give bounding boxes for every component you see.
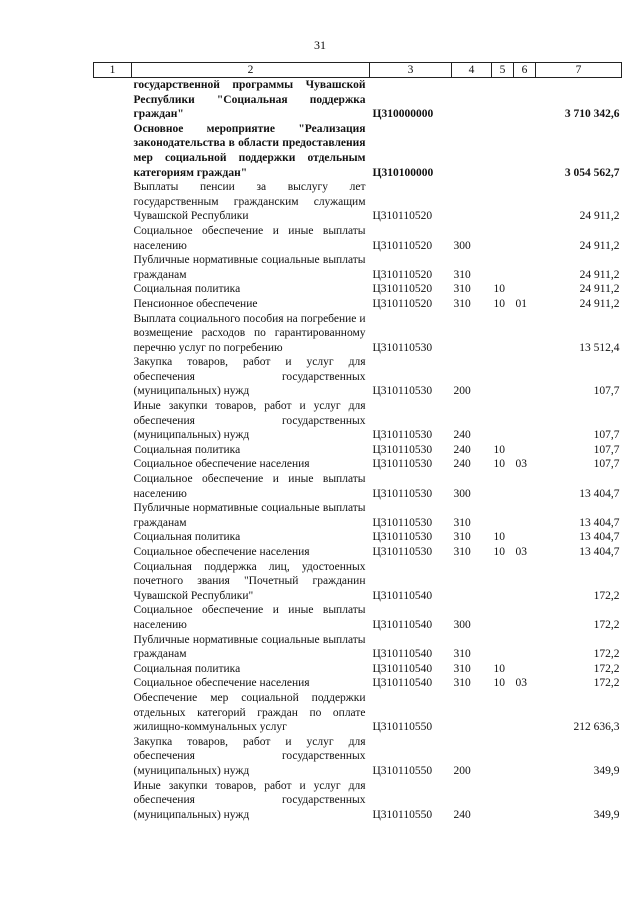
- target-article-code: Ц310110530: [372, 531, 433, 544]
- row-description: государственной программы Чувашской Республики "Социальная поддержка граждан": [133, 79, 366, 121]
- expense-type-code: 310: [453, 283, 471, 296]
- empty-cell: [94, 545, 132, 560]
- table-row: [94, 691, 622, 735]
- row-description: Социальная поддержка лиц, удостоенных почетного звания "Почетный гражданин Чувашской Республики": [133, 560, 366, 602]
- amount: 3 054 562,7: [564, 166, 620, 179]
- empty-cell: [94, 501, 132, 530]
- subsection-code: [514, 501, 536, 530]
- expense-type-code: 300: [453, 487, 471, 500]
- expense-type-code: 240: [453, 429, 471, 442]
- expense-type-code: 310: [453, 662, 471, 675]
- target-article-code: Ц310110540: [372, 589, 433, 602]
- empty-cell: [94, 443, 132, 458]
- row-description: Закупка товаров, работ и услуг для обеспечения государственных (муниципальных) нужд: [133, 356, 366, 398]
- target-article-code: Ц310110520: [372, 283, 433, 296]
- amount: 172,2: [593, 589, 620, 602]
- table-row: [94, 545, 622, 560]
- table-row: [94, 662, 622, 677]
- section-code: [492, 633, 514, 662]
- budget-table: [93, 62, 622, 822]
- table-row: [94, 560, 622, 604]
- amount: 349,9: [593, 764, 620, 777]
- table-row: [94, 633, 622, 662]
- expense-type-code: [452, 691, 492, 735]
- target-article-code: Ц310110550: [372, 764, 433, 777]
- subsection-code: 03: [515, 677, 527, 690]
- target-article-code: Ц310110550: [372, 721, 433, 734]
- section-code: 10: [493, 677, 505, 690]
- row-description: Закупка товаров, работ и услуг для обеспечения государственных (муниципальных) нужд: [133, 735, 366, 777]
- expense-type-code: 310: [453, 516, 471, 529]
- section-code: [492, 122, 514, 180]
- table-row: [94, 779, 622, 823]
- subsection-code: [514, 603, 536, 632]
- row-description: Социальное обеспечение населения: [133, 677, 310, 690]
- subsection-code: [514, 180, 536, 224]
- target-article-code: Ц310110530: [372, 385, 433, 398]
- empty-cell: [94, 297, 132, 312]
- row-description: Иные закупки товаров, работ и услуг для обеспечения государственных (муниципальных) нужд: [133, 779, 366, 821]
- subsection-code: [514, 443, 536, 458]
- row-description: Социальное обеспечение и иные выплаты населению: [133, 604, 366, 631]
- subsection-code: [514, 779, 536, 823]
- subsection-code: [514, 633, 536, 662]
- row-description: Основное мероприятие "Реализация законодательства в области предоставления мер социальной поддержки отдельным категориям граждан": [133, 122, 366, 179]
- target-article-code: Ц310000000: [372, 108, 434, 121]
- col-header: 6: [514, 63, 536, 78]
- empty-cell: [94, 355, 132, 399]
- col-header: 5: [492, 63, 514, 78]
- col-header: 2: [132, 63, 370, 78]
- empty-cell: [94, 78, 132, 122]
- target-article-code: Ц310110540: [372, 662, 433, 675]
- empty-cell: [94, 122, 132, 180]
- section-code: [492, 180, 514, 224]
- empty-cell: [94, 282, 132, 297]
- expense-type-code: 310: [453, 546, 471, 558]
- expense-type-code: [452, 180, 492, 224]
- target-article-code: Ц310110540: [372, 618, 433, 631]
- table-row: [94, 253, 622, 282]
- table-row: [94, 443, 622, 458]
- amount: 172,2: [593, 618, 620, 631]
- section-code: [492, 472, 514, 501]
- target-article-code: Ц310110540: [372, 648, 433, 661]
- expense-type-code: 300: [453, 239, 471, 252]
- amount: 107,7: [593, 458, 620, 471]
- empty-cell: [94, 603, 132, 632]
- section-code: 10: [493, 283, 505, 296]
- row-description: Пенсионное обеспечение: [133, 297, 258, 310]
- expense-type-code: [452, 122, 492, 180]
- empty-cell: [94, 662, 132, 677]
- subsection-code: [514, 472, 536, 501]
- empty-cell: [94, 399, 132, 443]
- empty-cell: [94, 560, 132, 604]
- amount: 3 710 342,6: [564, 108, 620, 121]
- section-code: [492, 399, 514, 443]
- subsection-code: [514, 224, 536, 253]
- table-row: [94, 224, 622, 253]
- col-header: 7: [536, 63, 622, 78]
- section-code: 10: [493, 297, 505, 310]
- subsection-code: [514, 399, 536, 443]
- section-code: 10: [493, 546, 505, 558]
- empty-cell: [94, 530, 132, 545]
- table-row: [94, 399, 622, 443]
- empty-cell: [94, 224, 132, 253]
- expense-type-code: [452, 560, 492, 604]
- subsection-code: [514, 282, 536, 297]
- table-row: [94, 122, 622, 180]
- subsection-code: 03: [515, 458, 527, 471]
- expense-type-code: 240: [453, 458, 471, 471]
- target-article-code: Ц310100000: [372, 166, 434, 179]
- amount: 349,9: [593, 808, 620, 821]
- expense-type-code: 200: [453, 385, 471, 398]
- expense-type-code: 240: [453, 808, 471, 821]
- amount: 172,2: [593, 662, 620, 675]
- subsection-code: [514, 122, 536, 180]
- row-description: Социальная политика: [133, 531, 241, 544]
- subsection-code: [514, 560, 536, 604]
- subsection-code: [514, 691, 536, 735]
- expense-type-code: 200: [453, 764, 471, 777]
- row-description: Социальное обеспечение и иные выплаты населению: [133, 224, 366, 252]
- section-code: [492, 735, 514, 779]
- row-description: Обеспечение мер социальной поддержки отдельных категорий граждан по оплате жилищно-коммунальных услуг: [133, 691, 366, 734]
- table-row: [94, 676, 622, 691]
- target-article-code: Ц310110530: [372, 516, 433, 529]
- section-code: [492, 560, 514, 604]
- section-code: 10: [493, 662, 505, 675]
- target-article-code: Ц310110530: [372, 341, 433, 354]
- empty-cell: [94, 735, 132, 779]
- section-code: [492, 603, 514, 632]
- target-article-code: Ц310110520: [372, 239, 433, 252]
- row-description: Выплата социального пособия на погребение и возмещение расходов по гарантированному перечню услуг по погребению: [133, 312, 366, 354]
- amount: 107,7: [593, 429, 620, 442]
- row-description: Социальное обеспечение населения: [133, 546, 310, 558]
- row-description: Выплаты пенсии за выслугу лет государственным гражданским служащим Чувашской Республики: [133, 181, 366, 223]
- target-article-code: Ц310110530: [372, 429, 433, 442]
- section-code: 10: [493, 443, 505, 456]
- amount: 13 404,7: [579, 531, 620, 544]
- amount: 172,2: [593, 648, 620, 661]
- table-row: [94, 735, 622, 779]
- target-article-code: Ц310110530: [372, 546, 433, 558]
- subsection-code: [514, 355, 536, 399]
- table-row: [94, 180, 622, 224]
- subsection-code: 01: [515, 297, 527, 310]
- expense-type-code: 240: [453, 443, 471, 456]
- expense-type-code: 310: [453, 677, 471, 690]
- col-header: 3: [370, 63, 452, 78]
- subsection-code: [514, 530, 536, 545]
- amount: 107,7: [593, 443, 620, 456]
- target-article-code: Ц310110520: [372, 210, 433, 223]
- row-description: Социальное обеспечение населения: [133, 458, 310, 471]
- subsection-code: [514, 312, 536, 356]
- section-code: [492, 78, 514, 122]
- empty-cell: [94, 676, 132, 691]
- row-description: Социальная политика: [133, 283, 241, 296]
- table-row: [94, 312, 622, 356]
- col-header: 4: [452, 63, 492, 78]
- table-row: [94, 355, 622, 399]
- amount: 13 512,4: [579, 341, 620, 354]
- section-code: [492, 224, 514, 253]
- amount: 24 911,2: [579, 239, 620, 252]
- table-row: [94, 457, 622, 472]
- target-article-code: Ц310110520: [372, 297, 433, 310]
- empty-cell: [94, 691, 132, 735]
- section-code: [492, 501, 514, 530]
- header-row: [94, 63, 622, 78]
- empty-cell: [94, 180, 132, 224]
- table-row: [94, 282, 622, 297]
- subsection-code: [514, 253, 536, 282]
- expense-type-code: 310: [453, 531, 471, 544]
- row-description: Социальная политика: [133, 662, 241, 675]
- expense-type-code: [452, 78, 492, 122]
- expense-type-code: 310: [453, 268, 471, 281]
- amount: 107,7: [593, 385, 620, 398]
- subsection-code: [514, 78, 536, 122]
- section-code: [492, 312, 514, 356]
- amount: 24 911,2: [579, 283, 620, 296]
- target-article-code: Ц310110520: [372, 268, 433, 281]
- target-article-code: Ц310110530: [372, 458, 433, 471]
- target-article-code: Ц310110540: [372, 677, 433, 690]
- amount: 24 911,2: [579, 210, 620, 223]
- target-article-code: Ц310110530: [372, 443, 433, 456]
- section-code: [492, 253, 514, 282]
- amount: 24 911,2: [579, 297, 620, 310]
- amount: 212 636,3: [573, 721, 620, 734]
- row-description: Социальное обеспечение и иные выплаты населению: [133, 473, 366, 500]
- empty-cell: [94, 253, 132, 282]
- expense-type-code: 310: [453, 297, 471, 310]
- expense-type-code: 300: [453, 618, 471, 631]
- subsection-code: [514, 735, 536, 779]
- empty-cell: [94, 472, 132, 501]
- subsection-code: 03: [515, 546, 527, 558]
- table-row: [94, 603, 622, 632]
- table-row: [94, 78, 622, 122]
- empty-cell: [94, 633, 132, 662]
- row-description: Социальная политика: [133, 443, 241, 456]
- expense-type-code: 310: [453, 648, 471, 661]
- empty-cell: [94, 312, 132, 356]
- empty-cell: [94, 457, 132, 472]
- page-number: 31: [314, 38, 326, 52]
- table-row: [94, 501, 622, 530]
- row-description: Публичные нормативные социальные выплаты гражданам: [133, 633, 366, 661]
- subsection-code: [514, 662, 536, 677]
- amount: 13 404,7: [579, 546, 620, 558]
- amount: 24 911,2: [579, 268, 620, 281]
- amount: 13 404,7: [579, 516, 620, 529]
- row-description: Иные закупки товаров, работ и услуг для обеспечения государственных (муниципальных) нужд: [133, 400, 366, 442]
- section-code: 10: [493, 531, 505, 544]
- table-row: [94, 472, 622, 501]
- target-article-code: Ц310110530: [372, 487, 433, 500]
- col-header: 1: [94, 63, 132, 78]
- row-description: Публичные нормативные социальные выплаты гражданам: [133, 502, 366, 529]
- table-row: [94, 297, 622, 312]
- table-row: [94, 530, 622, 545]
- empty-cell: [94, 779, 132, 823]
- section-code: 10: [493, 458, 505, 471]
- section-code: [492, 691, 514, 735]
- amount: 172,2: [593, 677, 620, 690]
- section-code: [492, 779, 514, 823]
- target-article-code: Ц310110550: [372, 808, 433, 821]
- row-description: Публичные нормативные социальные выплаты гражданам: [133, 254, 366, 281]
- expense-type-code: [452, 312, 492, 356]
- section-code: [492, 355, 514, 399]
- amount: 13 404,7: [579, 487, 620, 500]
